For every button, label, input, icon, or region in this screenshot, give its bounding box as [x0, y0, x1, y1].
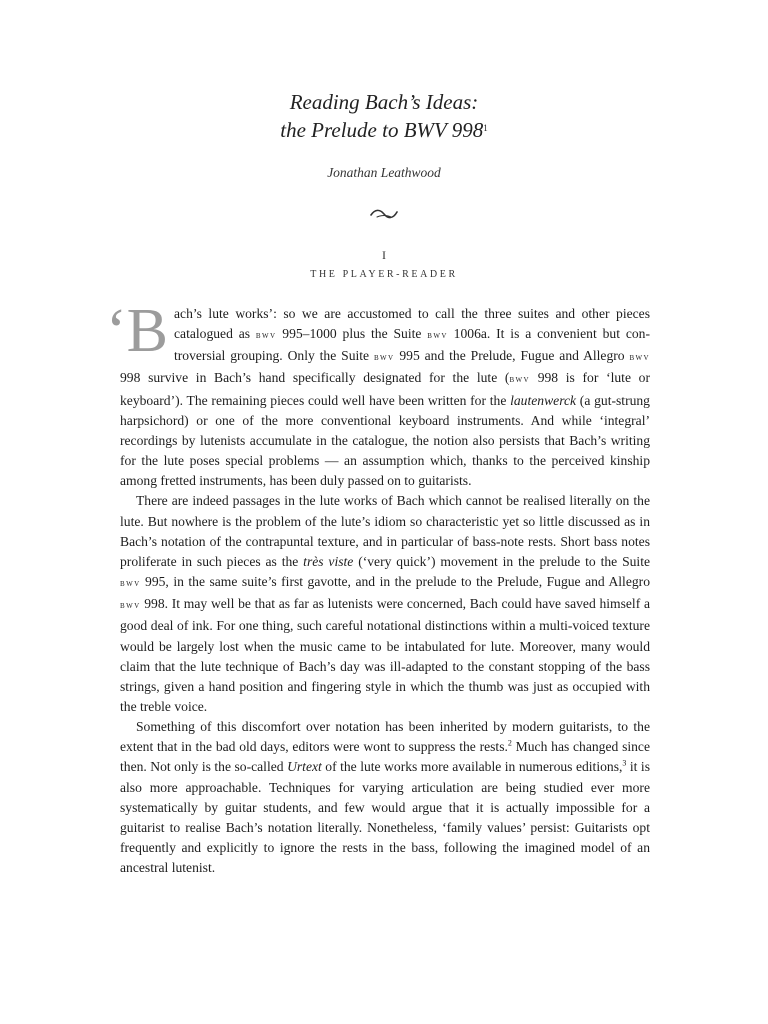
- paragraph-2: There are indeed passages in the lute works of Bach which cannot be realised literally on the lute. But nowhere is the problem of the lute’s idiom so characteristic yet so little discussed as in Bach’s notation of the contrapuntal texture, and in particular of bass-note rests. Short bass notes proliferate in such pieces as the très viste (‘very quick’) movement in the prelude to the Suite bwv 995, in the same suite’s first gavotte, and in the prelude to the Prelude, Fugue and Allegro bwv 998. It may well be that as far as lutenists were concerned, Bach could have saved himself a good deal of ink. For one thing, such careful notational distinctions within a multi-voiced texture would be largely lost when the music came to be intabulated for lute. Moreover, many would claim that the lute technique of Bach’s day was ill-adapted to the constant stopping of the bass strings, given a hand position and fingering style in which the thumb was just as occupied with the treble voice.: [120, 493, 651, 714]
- swash-ornament-icon: [369, 206, 399, 222]
- title-line-1: Reading Bach’s Ideas:: [289, 90, 479, 114]
- footnote-marker: 3: [622, 758, 627, 768]
- article-title: [0, 88, 768, 144]
- title-footnote-marker: 1: [483, 123, 488, 133]
- drop-cap: ‘B: [106, 297, 168, 365]
- paragraph-3: Something of this discomfort over notation has been inherited by modern guitarists, to the extent that in the bad old days, editors were wont to suppress the rests.$^2$ Much has changed since then. Not only is the so-called Urtext of the lute works more available in numerous editions,$^3$ it is also more approachable. Techniques for varying articulation are being studied ever more systematically by guitar students, and few would argue that it is actually impossible for a guitarist to realise Bach’s notation literally. Nonetheless, ‘family values’ persist: Guitarists opt frequently and explicitly to ignore the rests in the bass, following the imagined model of an ancestral lutenist.: [120, 719, 651, 876]
- section-heading: THE PLAYER-READER: [310, 269, 458, 280]
- footnote-marker: 2: [507, 738, 512, 748]
- section-numeral: I: [382, 248, 386, 262]
- paragraph-1: ‘Bach’s lute works’: so we are accustomed to call the three suites and other pieces catalogued as bwv 995–1000 plus the Suite bwv 1006a. It is a convenient but controversial grouping. Only the Suite bwv 995 and the Prelude, Fugue and Allegro bwv 998 survive in Bach’s hand specifically designated for the lute (bwv 998 is for ‘lute or keyboard’). The remaining pieces could well have been written for the lautenwerck (a gut-strung harpsichord) or one of the more conventional keyboard instruments. And while ‘integral’ recordings by lutenists accumulate in the catalogue, the notion also persists that Bach’s writing for the lute poses special problems — an assumption which, thanks to the perceived kinship among fretted instruments, has been duly passed on to guitarists.: [106, 297, 650, 489]
- article-body: [106, 297, 651, 878]
- title-line-2: the Prelude to BWV $998^1$: [280, 118, 488, 142]
- author-name: Jonathan Leathwood: [327, 165, 441, 180]
